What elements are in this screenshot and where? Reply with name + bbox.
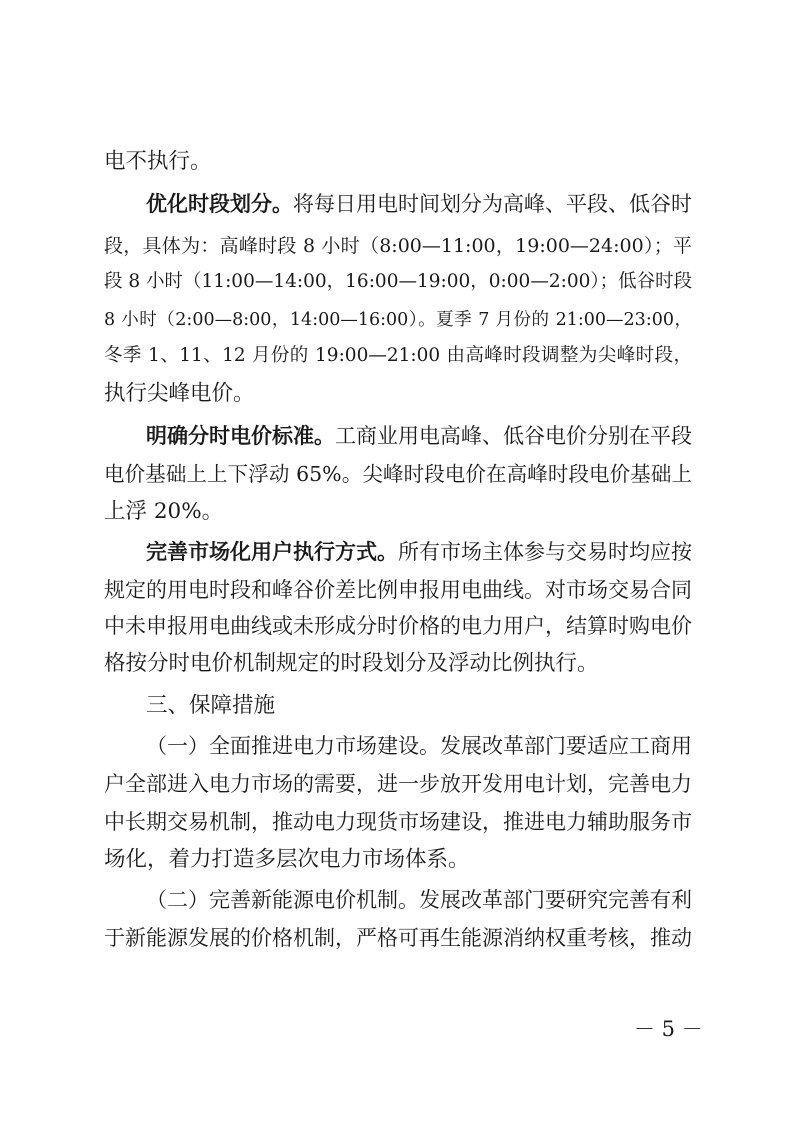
line-text: 电价基础上上下浮动 65%。尖峰时段电价在高峰时段电价基础上 — [104, 462, 692, 486]
line-text: 户全部进入电力市场的需要，进一步放开发用电计划，完善电力 — [104, 772, 692, 796]
line-text: 于新能源发展的价格机制，严格可再生能源消纳权重考核，推动 — [104, 926, 692, 950]
body-line — [104, 496, 692, 528]
line-text: 将每日用电时间划分为高峰、平段、低谷时 — [293, 192, 692, 216]
line-text: 场化，着力打造多层次电力市场体系。 — [104, 847, 470, 872]
line-text: 中未申报用电曲线或未形成分时价格的电力用户，结算时购电价 — [104, 614, 692, 638]
line-text: 段 8 小时（11:00—14:00，16:00—19:00，0:00—2:00）；低谷时段 — [104, 271, 692, 292]
body-line — [104, 230, 692, 262]
body-line — [104, 266, 692, 298]
body-line — [104, 574, 692, 606]
paragraph-first-line — [146, 884, 692, 916]
section-heading-text: 三、保障措施 — [146, 693, 276, 718]
line-text: 工商业用电高峰、低谷电价分别在平段 — [335, 424, 692, 448]
line-text: （二）完善新能源电价机制。发展改革部门要研究完善有利 — [146, 888, 692, 912]
line-text: 电不执行。 — [104, 149, 212, 174]
line-text: （一）全面推进电力市场建设。发展改革部门要适应工商用 — [146, 734, 692, 758]
body-line — [104, 922, 692, 954]
body-line — [104, 304, 692, 336]
line-text: 所有市场主体参与交易时均应按 — [398, 540, 692, 564]
body-line — [104, 648, 692, 680]
line-text: 冬季 1、11、12 月份的 19:00—21:00 由高峰时段调整为尖峰时段， — [104, 345, 692, 366]
body-line — [104, 806, 692, 838]
page-number: － 5 － — [634, 1017, 703, 1041]
body-line — [104, 340, 692, 372]
body-line — [104, 844, 692, 876]
paragraph-lead: 完善市场化用户执行方式。 — [146, 539, 398, 564]
paragraph-first-line — [146, 420, 692, 452]
line-text: 执行尖峰电价。 — [104, 381, 255, 406]
body-line — [104, 610, 692, 642]
line-text: 8 小时（2:00—8:00，14:00—16:00）。夏季 7 月份的 21:00—23:00， — [104, 310, 692, 330]
body-line — [104, 768, 692, 800]
body-line — [104, 458, 692, 490]
line-text: 格按分时电价机制规定的时段划分及浮动比例执行。 — [104, 651, 599, 676]
section-heading — [146, 690, 692, 722]
paragraph-lead: 优化时段划分。 — [146, 191, 293, 216]
paragraph-first-line — [146, 536, 692, 568]
body-line — [104, 146, 692, 178]
paragraph-first-line — [146, 188, 692, 220]
line-text: 中长期交易机制，推动电力现货市场建设，推进电力辅助服务市 — [104, 810, 692, 834]
paragraph-first-line — [146, 730, 692, 762]
line-text: 段，具体为：高峰时段 8 小时（8:00—11:00，19:00—24:00）；平 — [104, 235, 692, 257]
line-text: 上浮 20%。 — [104, 499, 224, 524]
paragraph-lead: 明确分时电价标准。 — [146, 423, 335, 448]
line-text: 规定的用电时段和峰谷价差比例申报用电曲线。对市场交易合同 — [104, 578, 692, 602]
body-line — [104, 378, 692, 410]
